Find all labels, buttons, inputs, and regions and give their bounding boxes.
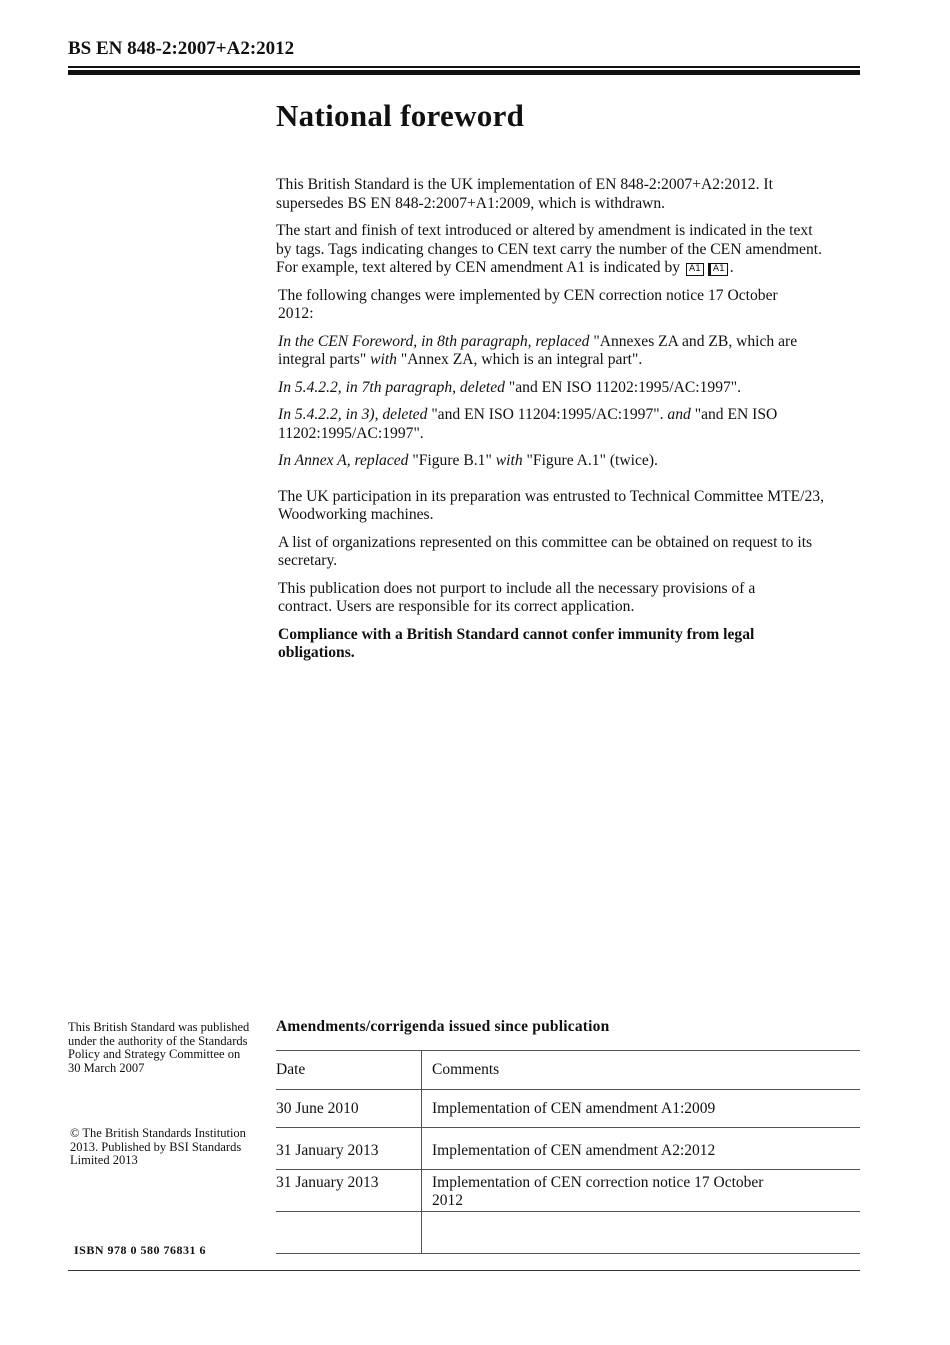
table-header-row — [276, 1051, 860, 1090]
page-title: National foreword — [276, 98, 525, 133]
change-1-with: with — [370, 351, 397, 368]
change-3 — [276, 406, 824, 443]
header-rule-thin — [68, 66, 860, 68]
footer-rule — [68, 1270, 860, 1271]
change-2-text: "and EN ISO 11202:1995/AC:1997". — [508, 378, 742, 396]
change-1-old: "Annexes ZA and ZB, which are integral parts" — [278, 332, 798, 368]
table-row — [276, 1090, 860, 1128]
change-4-with: with — [495, 452, 523, 469]
change-4-location: In Annex A, replaced — [278, 452, 409, 469]
change-2 — [276, 379, 824, 398]
paragraph-tags: The start and finish of text introduced or altered by amendment is indicated in the text by tags. Tags indicating changes to CEN text carry the number of the CEN amendment. For example, text altered by CEN amendment A1 is indicated by A1 A1 . — [276, 222, 822, 276]
amendments-table — [276, 1050, 860, 1254]
paragraph-compliance: Compliance with a British Standard cannot confer immunity from legal obligations. — [278, 625, 755, 661]
row-date: 31 January 2013 — [276, 1128, 422, 1170]
paragraph-committee: The UK participation in its preparation was entrusted to Technical Committee MTE/23, Woodworking machines. — [278, 487, 824, 523]
table-row — [276, 1128, 860, 1170]
amendment-tag-open-icon: A1 — [686, 263, 704, 276]
standard-number: BS EN 848-2:2007+A2:2012 — [68, 38, 295, 59]
change-3-location: In 5.4.2.2, in 3), deleted — [278, 406, 428, 423]
change-3-and: and — [667, 406, 691, 423]
change-3-text-b: "and EN ISO 11202:1995/AC:1997". — [278, 406, 778, 442]
row-date: 30 June 2010 — [276, 1090, 422, 1128]
tags-text: The start and finish of text introduced or altered by amendment is indicated in the text by tags. Tags indicating changes to CEN text carry the number of the CEN amendment. For example, text altered by CEN amendment A1 is indicated by — [276, 222, 822, 276]
change-4-new: "Figure A.1" (twice). — [526, 452, 658, 469]
amendments-title: Amendments/corrigenda issued since publication — [276, 1018, 610, 1035]
row-date: 31 January 2013 — [276, 1170, 422, 1212]
row-comment: Implementation of CEN amendment A2:2012 — [422, 1128, 861, 1170]
paragraph-correction-notice: The following changes were implemented by CEN correction notice 17 October 2012: — [278, 286, 778, 322]
change-4 — [276, 452, 824, 471]
header-comments: Comments — [422, 1051, 861, 1090]
paragraph-organizations: A list of organizations represented on this committee can be obtained on request to its secretary. — [278, 533, 813, 569]
paragraph-implementation: This British Standard is the UK implementation of EN 848-2:2007+A2:2012. It supersedes BS EN 848-2:2007+A1:2009, which is withdrawn. — [276, 176, 773, 212]
change-1 — [276, 333, 824, 370]
change-3-text-a: "and EN ISO 11204:1995/AC:1997". — [431, 406, 664, 423]
publication-note: This British Standard was published under the authority of the Standards Policy and Strategy Committee on 30 March 2007 — [68, 1020, 250, 1075]
paragraph-disclaimer: This publication does not purport to include all the necessary provisions of a contract. Users are responsible for its correct application. — [278, 579, 756, 615]
change-4-old: "Figure B.1" — [412, 452, 492, 469]
foreword-body — [276, 176, 824, 672]
change-2-location: In 5.4.2.2, in 7th paragraph, deleted — [278, 378, 505, 396]
header-date: Date — [276, 1051, 422, 1090]
copyright-note: © The British Standards Institution 2013. Published by BSI Standards Limited 2013 — [70, 1126, 246, 1167]
change-1-new: "Annex ZA, which is an integral part". — [400, 351, 643, 368]
row-comment: Implementation of CEN correction notice 17 October 2012 — [422, 1170, 861, 1212]
table-row — [276, 1170, 860, 1212]
amendment-tag-close-icon: A1 — [708, 263, 728, 276]
change-1-location: In the CEN Foreword, in 8th paragraph, replaced — [278, 332, 590, 350]
row-comment: Implementation of CEN amendment A1:2009 — [422, 1090, 861, 1128]
isbn: ISBN 978 0 580 76831 6 — [74, 1243, 207, 1257]
table-row-empty — [276, 1212, 860, 1254]
header-rule-thick — [68, 70, 860, 75]
